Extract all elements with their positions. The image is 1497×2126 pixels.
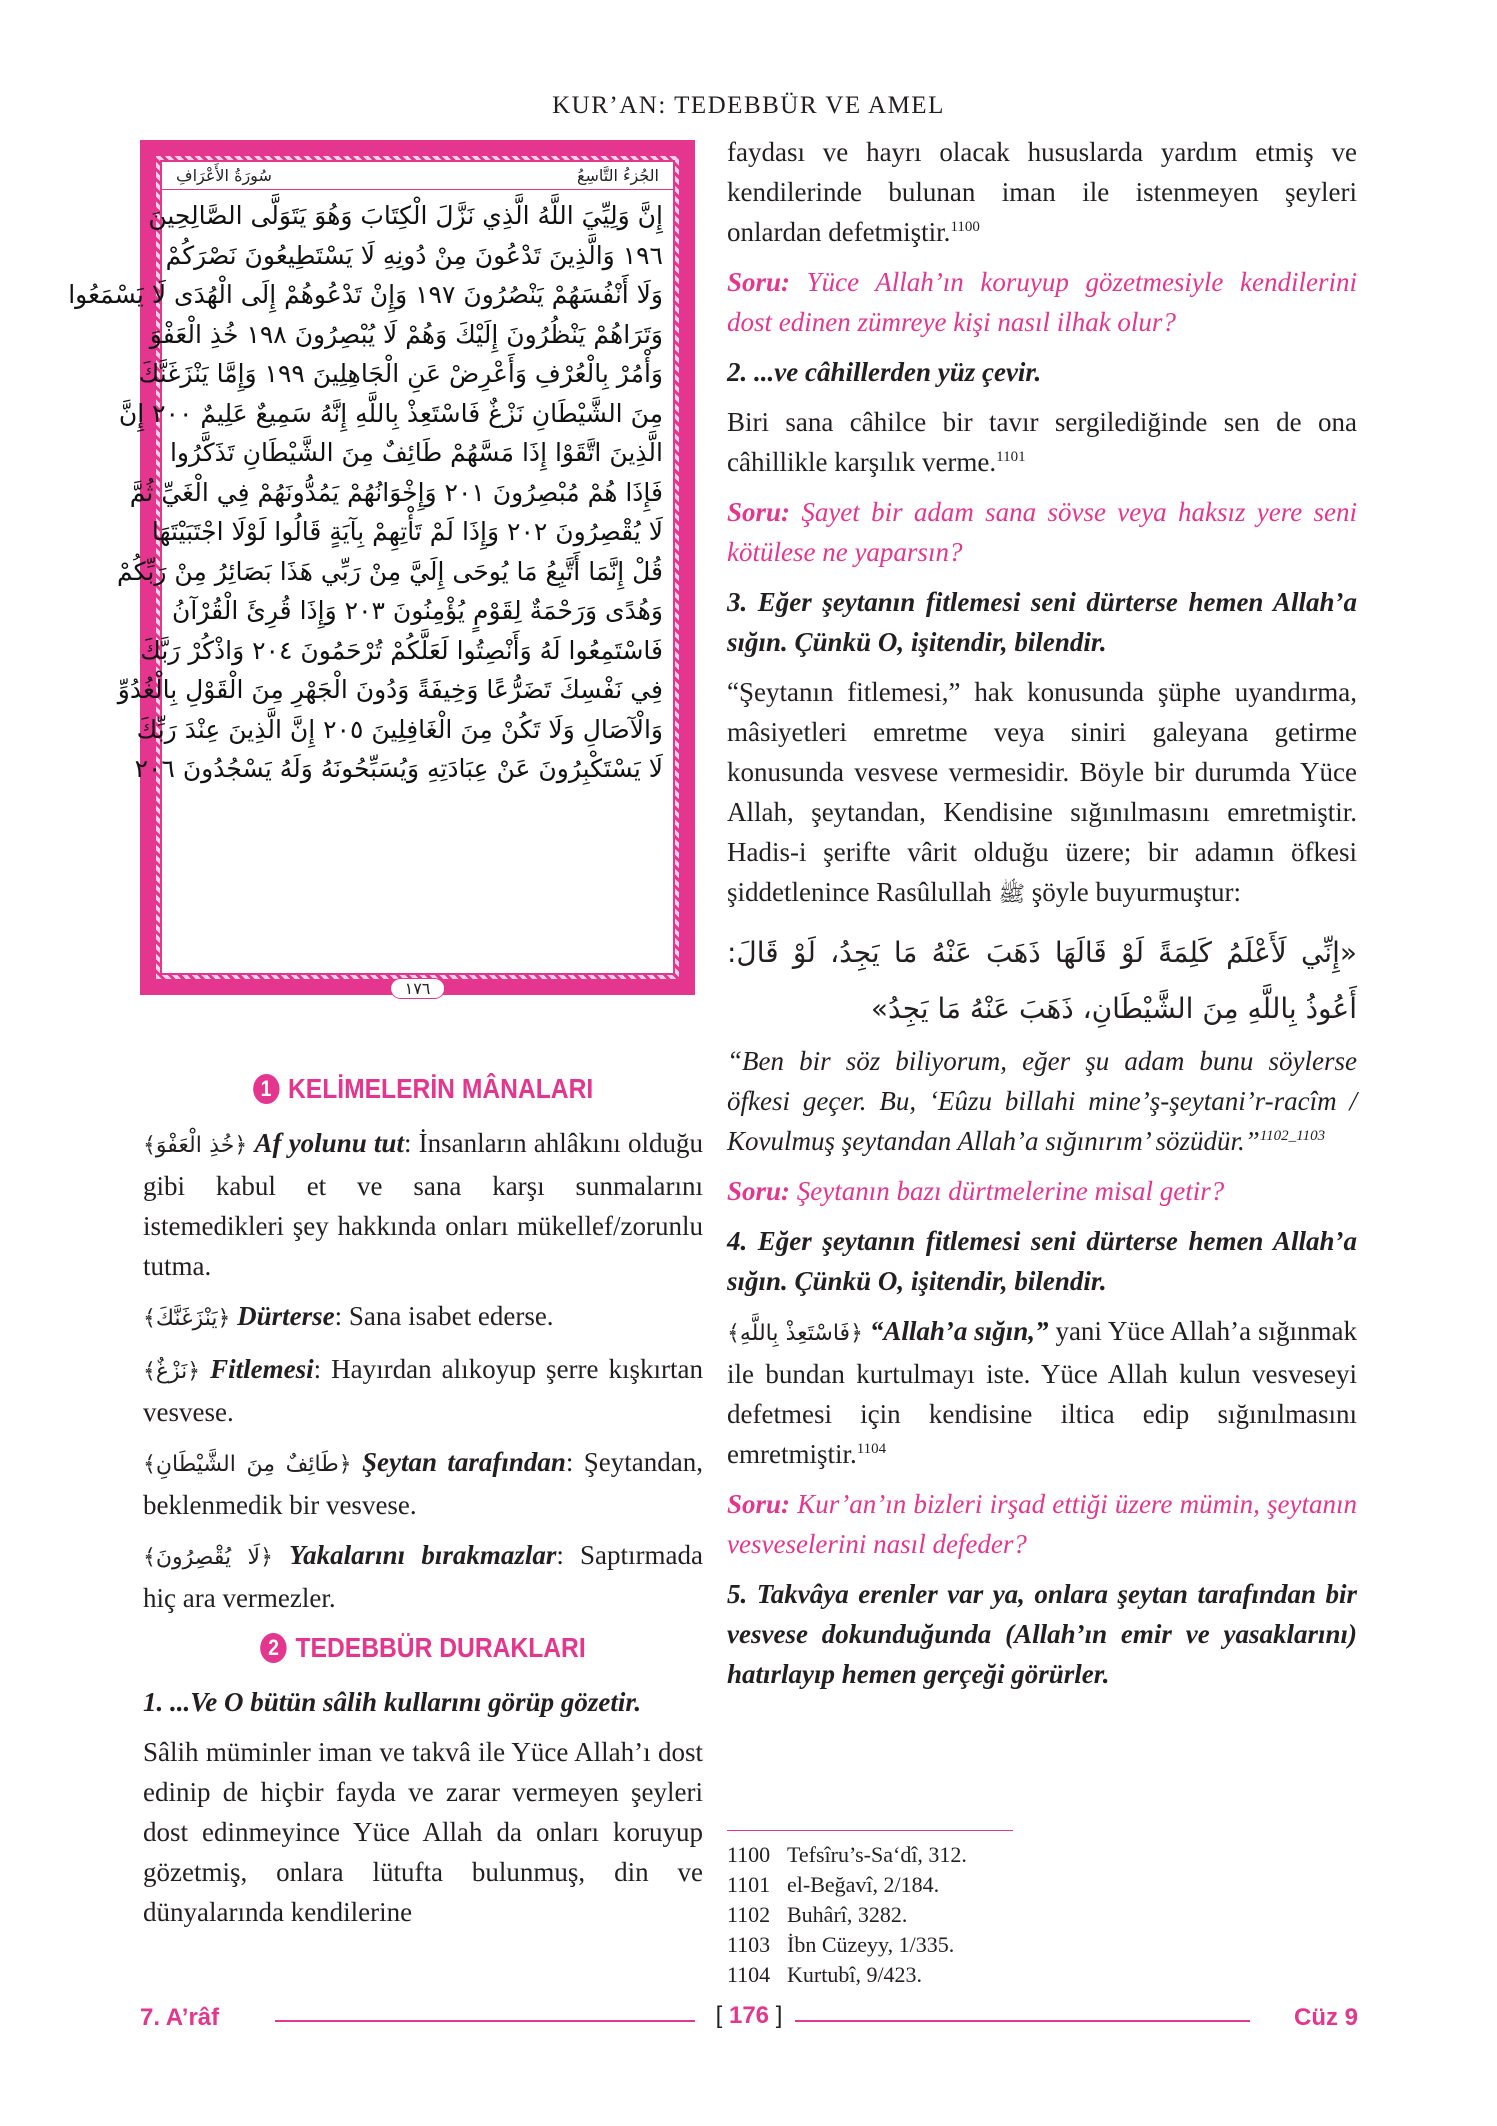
arabic-term: ﴿فَاسْتَعِذْ بِاللَّهِ﴾ <box>727 1321 863 1346</box>
footnote-number: 1104 <box>727 1962 771 1987</box>
quran-line: الَّذِينَ اتَّقَوْا إِذَا مَسَّهُمْ طَائِفٌ مِنَ الشَّيْطَانِ تَذَكَّرُوا <box>169 438 663 467</box>
term: “Allah’a sığın,” <box>869 1316 1049 1346</box>
quran-page-number: ١٧٦ <box>390 978 446 999</box>
quran-line: لَا يُقْصِرُونَ ٢٠٢ وَإِذَا لَمْ تَأْتِهِمْ بِآيَةٍ قَالُوا لَوْلَا اجْتَبَيْتَهَا <box>151 517 663 546</box>
section-heading-meanings <box>177 1069 670 1109</box>
reflection-heading: 1. ...Ve O bütün sâlih kullarını görüp gözetir. <box>143 1687 642 1717</box>
question-label: Soru: <box>727 1489 791 1519</box>
definition: : Saptırmada hiç ara vermezler. <box>143 1540 703 1613</box>
quran-line: إِنَّ وَلِيِّيَ اللَّهُ الَّذِي نَزَّلَ الْكِتَابَ وَهُوَ يَتَوَلَّى الصَّالِحِينَ <box>148 201 663 230</box>
footnote <box>727 1930 967 1960</box>
quran-line: لَا يَسْتَكْبِرُونَ عَنْ عِبَادَتِهِ وَيُسَبِّحُونَهُ وَلَهُ يَسْجُدُونَ ٢٠٦ <box>134 754 663 783</box>
term: Yakalarını bırakmazlar <box>289 1540 557 1570</box>
word-entry <box>143 1123 703 1286</box>
footnote-text: Buhârî, 3282. <box>787 1902 908 1927</box>
page-number-value: 176 <box>728 2002 770 2029</box>
definition: : Şeytandan, beklenmedik bir vesvese. <box>143 1447 703 1520</box>
quran-text-area <box>68 160 675 998</box>
footnote-ref: 1102_1103 <box>1259 1128 1326 1144</box>
quran-page-image <box>68 140 695 998</box>
reflection-heading: 4. Eğer şeytanın fitlemesi seni dürterse hemen Allah’a sığın. Çünkü O, işitendir, bilendir. <box>727 1226 1357 1296</box>
surah-label: سُورَةُ الأَعْرَافِ <box>176 166 272 185</box>
term: Fitlemesi <box>210 1354 314 1384</box>
quran-line: وَأْمُرْ بِالْعُرْفِ وَأَعْرِضْ عَنِ الْجَاهِلِينَ ١٩٩ وَإِمَّا يَنْزَغَنَّكَ <box>138 359 663 388</box>
section-heading-reflection <box>177 1628 670 1668</box>
paragraph-text: Biri sana câhilce bir tavır sergilediğinde sen de ona câhillikle karşılık verme. <box>727 407 1357 477</box>
section-title: TEDEBBÜR DURAKLARI <box>295 1632 586 1663</box>
section-title: KELİMELERİN MÂNALARI <box>287 1073 594 1104</box>
footer-rule <box>275 2020 695 2022</box>
quran-line: فَاسْتَمِعُوا لَهُ وَأَنْصِتُوا لَعَلَّكُمْ تُرْحَمُونَ ٢٠٤ وَاذْكُرْ رَبَّكَ <box>140 635 663 665</box>
question-text: Yüce Allah’ın koruyup gözetmesiyle kendilerini dost edinen zümreye kişi nasıl ilhak olur? <box>727 267 1357 337</box>
left-column <box>143 1065 703 1942</box>
paragraph-text: faydası ve hayrı olacak hususlarda yardım etmiş ve kendilerinde bulunan iman ile istenmeyen şeyleri onlardan defetmiştir. <box>727 137 1357 247</box>
question <box>727 1171 1357 1211</box>
footnote-text: Tefsîru’s-Sa‘dî, 312. <box>787 1842 967 1867</box>
section-number-badge: 2 <box>260 1633 286 1663</box>
arabic-term: ﴿لَا يُقْصِرُونَ﴾ <box>143 1545 273 1570</box>
hadith-translation <box>727 1041 1357 1161</box>
footnote-separator <box>727 1830 1013 1831</box>
page-footer <box>140 2004 1358 2034</box>
question <box>727 262 1357 342</box>
paragraph <box>727 402 1357 482</box>
bracket-open: [ <box>715 2002 723 2029</box>
quran-line: مِنَ الشَّيْطَانِ نَزْغٌ فَاسْتَعِذْ بِاللَّهِ إِنَّهُ سَمِيعٌ عَلِيمٌ ٢٠٠ إِنَّ <box>118 398 663 428</box>
quran-line: وَتَرَاهُمْ يَنْظُرُونَ إِلَيْكَ وَهُمْ لَا يُبْصِرُونَ ١٩٨ خُذِ الْعَفْوَ <box>149 319 663 349</box>
word-entry <box>143 1442 703 1525</box>
quran-line: وَالْآصَالِ وَلَا تَكُنْ مِنَ الْغَافِلِينَ ٢٠٥ إِنَّ الَّذِينَ عِنْدَ رَبِّكَ <box>136 714 663 744</box>
section-number-badge: 1 <box>253 1074 279 1104</box>
definition: : Hayırdan alıkoyup şerre kışkırtan vesvese. <box>143 1354 703 1427</box>
footnote-text: İbn Cüzeyy, 1/335. <box>787 1932 955 1957</box>
hadith-text: “Ben bir söz biliyorum, eğer şu adam bunu söylerse öfkesi geçer. Bu, ‘Eûzu billahi mine’ş-şeytani’r-racîm / Kovulmuş şeytandan Allah’a sığınırım’ sözüdür.” <box>727 1046 1357 1156</box>
footnote-number: 1101 <box>727 1872 771 1897</box>
footer-rule <box>795 2020 1250 2022</box>
question-label: Soru: <box>727 267 791 297</box>
quran-lines <box>68 190 673 789</box>
word-entry <box>143 1349 703 1432</box>
quran-page-header <box>162 162 673 190</box>
paragraph <box>727 1311 1357 1474</box>
bracket-close: ] <box>775 2002 783 2029</box>
footnote-text: el-Beğavî, 2/184. <box>787 1872 940 1897</box>
quran-line: ١٩٦ وَالَّذِينَ تَدْعُونَ مِنْ دُونِهِ لَا يَسْتَطِيعُونَ نَصْرَكُمْ <box>165 240 663 270</box>
footnote <box>727 1870 967 1900</box>
quran-line: قُلْ إِنَّمَا أَتَّبِعُ مَا يُوحَى إِلَيَّ مِنْ رَبِّي هَذَا بَصَائِرُ مِنْ رَبِّكُمْ <box>116 556 663 586</box>
footer-surah: 7. A’râf <box>140 2004 220 2031</box>
paragraph <box>727 132 1357 252</box>
definition: : İnsanların ahlâkını olduğu gibi kabul et ve sana karşı sunmalarını istemedikleri şey hakkında onları mükellef/zorunlu tutma. <box>143 1128 703 1281</box>
question-text: Şayet bir adam sana sövse veya haksız yere seni kötülese ne yaparsın? <box>727 497 1357 567</box>
arabic-term: ﴿نَزْغٌ﴾ <box>143 1359 201 1384</box>
footnote-number: 1103 <box>727 1932 771 1957</box>
question-label: Soru: <box>727 497 791 527</box>
salawat-glyph: ﷺ <box>998 882 1026 907</box>
definition: : Sana isabet ederse. <box>334 1301 554 1331</box>
right-column <box>727 132 1357 1704</box>
quran-line: وَلَا أَنْفُسَهُمْ يَنْصُرُونَ ١٩٧ وَإِنْ تَدْعُوهُمْ إِلَى الْهُدَى لَا يَسْمَعُوا <box>68 280 663 309</box>
quran-line: وَهُدًى وَرَحْمَةٌ لِقَوْمٍ يُؤْمِنُونَ ٢٠٣ وَإِذَا قُرِئَ الْقُرْآنُ <box>172 596 663 625</box>
term: Şeytan tarafından <box>362 1447 566 1477</box>
page-number <box>716 2002 783 2030</box>
paragraph-text: “Şeytanın fitlemesi,” hak konusunda şüphe uyandırma, mâsiyetleri emretme veya siniri galeyana getirme konusunda vesvese vermesidir. Böyle bir durumda Yüce Allah, şeytandan, Kendisine sığınılmasını emretmiştir. Hadis-i şerifte vârit olduğu üzere; bir adamın öfkesi şiddetlenince Rasûlullah <box>727 677 1357 907</box>
question-text: Kur’an’ın bizleri irşad ettiği üzere mümin, şeytanın vesveselerini nasıl defeder? <box>727 1489 1357 1559</box>
footnote-ref: 1101 <box>996 449 1026 465</box>
arabic-term: ﴿خُذِ الْعَفْوَ﴾ <box>143 1133 248 1158</box>
running-header: KUR’AN: TEDEBBÜR VE AMEL <box>552 92 945 119</box>
word-entry <box>143 1535 703 1618</box>
term: Dürterse <box>237 1301 335 1331</box>
footnote <box>727 1840 967 1870</box>
question-label: Soru: <box>727 1176 791 1206</box>
quran-line: فَإِذَا هُمْ مُبْصِرُونَ ٢٠١ وَإِخْوَانُهُمْ يَمُدُّونَهُمْ فِي الْغَيِّ ثُمَّ <box>129 477 663 507</box>
word-entry <box>143 1296 703 1339</box>
footnote-ref: 1100 <box>950 219 980 235</box>
footnote-ref: 1104 <box>856 1441 887 1457</box>
footnote <box>727 1900 967 1930</box>
footnote-number: 1102 <box>727 1902 771 1927</box>
footnote-number: 1100 <box>727 1842 771 1867</box>
footnote <box>727 1960 967 1990</box>
quran-line: فِي نَفْسِكَ تَضَرُّعًا وَخِيفَةً وَدُونَ الْجَهْرِ مِنَ الْقَوْلِ بِالْغُدُوِّ <box>117 675 663 704</box>
hadith-arabic: «إِنِّي لَأَعْلَمُ كَلِمَةً لَوْ قَالَهَا ذَهَبَ عَنْهُ مَا يَجِدُ، لَوْ قَالَ: أَعُوذُ بِاللَّهِ مِنَ الشَّيْطَانِ، ذَهَبَ عَنْهُ مَا يَجِدُ» <box>727 936 1357 1025</box>
arabic-term: ﴿يَنْزَغَنَّكَ﴾ <box>143 1306 231 1331</box>
question <box>727 1484 1357 1564</box>
reflection-paragraph: Sâlih müminler iman ve takvâ ile Yüce Allah’ı dost edinip de hiçbir fayda ve zarar vermeyen şeyleri dost edinmeyince Yüce Allah da onları koruyup gözetmiş, onlara lütufta bulunmuş, din ve dünyalarında kendilerine <box>143 1737 703 1927</box>
footnote-text: Kurtubî, 9/423. <box>787 1962 923 1987</box>
juz-label: الجُزءُ التَّاسِعُ <box>576 166 659 185</box>
term: Af yolunu tut <box>254 1128 404 1158</box>
arabic-term: ﴿طَائِفٌ مِنَ الشَّيْطَانِ﴾ <box>143 1452 352 1477</box>
reflection-heading: 5. Takvâya erenler var ya, onlara şeytan tarafından bir vesvese dokunduğunda (Allah’ın emir ve yasaklarını) hatırlayıp hemen gerçeği görürler. <box>727 1579 1357 1689</box>
footnotes <box>727 1840 967 1990</box>
question-text: Şeytanın bazı dürtmelerine misal getir? <box>790 1176 1225 1206</box>
reflection-heading: 2. ...ve câhillerden yüz çevir. <box>727 357 1042 387</box>
paragraph <box>727 672 1357 915</box>
footer-juz: Cüz 9 <box>1293 2004 1358 2031</box>
question <box>727 492 1357 572</box>
reflection-heading: 3. Eğer şeytanın fitlemesi seni dürterse hemen Allah’a sığın. Çünkü O, işitendir, bilendir. <box>727 587 1357 657</box>
paragraph-text: yani Yüce Allah’a sığınmak ile bundan kurtulmayı iste. Yüce Allah kulun vesveseyi defetmesi için kendisine iltica edip sığınılmasını emretmiştir. <box>727 1316 1358 1469</box>
paragraph-text: şöyle buyurmuştur: <box>1025 877 1242 907</box>
